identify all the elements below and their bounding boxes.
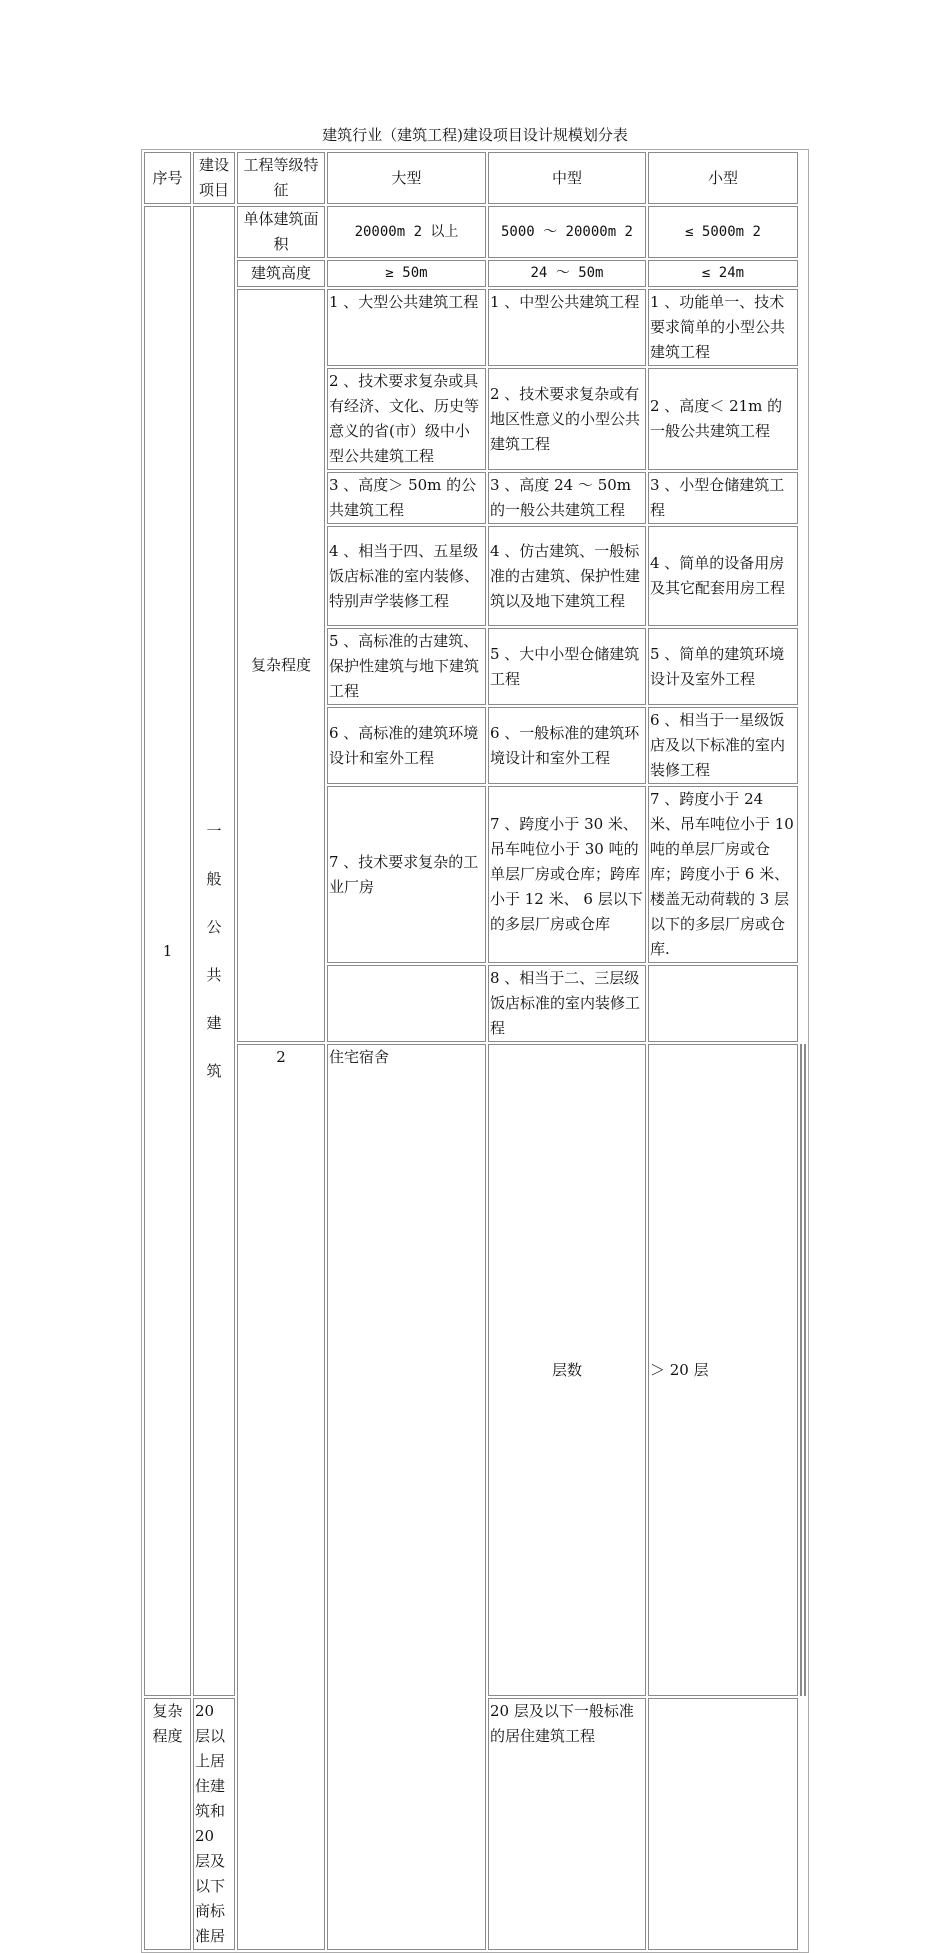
complexity-medium: 8 、相当于二、三层级饭店标准的室内装修工程 xyxy=(488,965,646,1042)
table-row xyxy=(144,206,806,258)
complexity-large: 2 、技术要求复杂或具有经济、文化、历史等意义的省(市）级中小型公共建筑工程 xyxy=(327,368,486,470)
feature-height: 建筑高度 xyxy=(237,260,325,287)
complexity-small: 1 、功能单一、技术要求简单的小型公共建筑工程 xyxy=(648,289,798,366)
complexity-large: 20 层以上居住建筑和 20 层及以下商标准居 xyxy=(193,1698,235,1950)
complexity-medium: 20 层及以下一般标准的居住建筑工程 xyxy=(488,1698,646,1950)
complexity-large: 5 、高标准的古建筑、保护性建筑与地下建筑工程 xyxy=(327,628,486,705)
item-char: 建 xyxy=(206,1014,222,1032)
floors-medium xyxy=(800,1044,802,1696)
height-large: ≥ 50m xyxy=(327,260,486,287)
complexity-large: 4 、相当于四、五星级饭店标准的室内装修、特别声学装修工程 xyxy=(327,526,486,626)
complexity-large: 1 、大型公共建筑工程 xyxy=(327,289,486,366)
item-char: 般 xyxy=(206,870,222,888)
complexity-small: 4 、简单的设备用房及其它配套用房工程 xyxy=(648,526,798,626)
complexity-large: 7 、技术要求复杂的工业厂房 xyxy=(327,786,486,963)
header-seq: 序号 xyxy=(144,152,191,204)
complexity-medium: 1 、中型公共建筑工程 xyxy=(488,289,646,366)
height-medium: 24 ～ 50m xyxy=(488,260,646,287)
table-row xyxy=(144,260,806,287)
height-small: ≤ 24m xyxy=(648,260,798,287)
complexity-large xyxy=(327,965,486,1042)
header-row xyxy=(144,152,806,204)
seq-cell: 1 xyxy=(144,206,191,1696)
header-large: 大型 xyxy=(327,152,486,204)
complexity-medium: 5 、大中小型仓储建筑工程 xyxy=(488,628,646,705)
complexity-small: 6 、相当于一星级饭店及以下标准的室内装修工程 xyxy=(648,707,798,784)
feature-complexity: 复杂程度 xyxy=(237,289,325,1042)
complexity-small xyxy=(648,965,798,1042)
floors-small xyxy=(804,1044,806,1696)
header-feature: 工程等级特征 xyxy=(237,152,325,204)
feature-complexity: 复杂程度 xyxy=(144,1698,191,1950)
item-char: 筑 xyxy=(206,1062,222,1080)
complexity-large: 3 、高度＞ 50m 的公共建筑工程 xyxy=(327,472,486,524)
complexity-small: 5 、简单的建筑环境设计及室外工程 xyxy=(648,628,798,705)
header-item: 建设项目 xyxy=(193,152,235,204)
area-small: ≤ 5000m 2 xyxy=(648,206,798,258)
complexity-medium: 4 、仿古建筑、一般标准的古建筑、保护性建筑以及地下建筑工程 xyxy=(488,526,646,626)
item-char: 共 xyxy=(206,966,222,984)
area-large: 20000m 2 以上 xyxy=(327,206,486,258)
seq-cell: 2 xyxy=(237,1044,325,1950)
feature-area: 单体建筑面积 xyxy=(237,206,325,258)
feature-floors: 层数 xyxy=(488,1044,646,1696)
item-cell-vertical xyxy=(193,206,235,1696)
item-char: 一 xyxy=(206,822,222,840)
floors-large: ＞ 20 层 xyxy=(648,1044,798,1696)
complexity-small xyxy=(648,1698,798,1950)
header-medium: 中型 xyxy=(488,152,646,204)
area-medium: 5000 ～ 20000m 2 xyxy=(488,206,646,258)
complexity-small: 7 、跨度小于 24 米、吊车吨位小于 10 吨的单层厂房或仓库；跨度小于 6 米、楼盖无动荷载的 3 层以下的多层厂房或仓库. xyxy=(648,786,798,963)
complexity-medium: 3 、高度 24 ～ 50m 的一般公共建筑工程 xyxy=(488,472,646,524)
document-title: 建筑行业（建筑工程)建设项目设计规模划分表 xyxy=(322,126,628,144)
complexity-large: 6 、高标准的建筑环境设计和室外工程 xyxy=(327,707,486,784)
complexity-small: 2 、高度＜ 21m 的一般公共建筑工程 xyxy=(648,368,798,470)
table-row xyxy=(144,1044,806,1696)
header-small: 小型 xyxy=(648,152,798,204)
complexity-small: 3 、小型仓储建筑工程 xyxy=(648,472,798,524)
complexity-medium: 6 、一般标准的建筑环境设计和室外工程 xyxy=(488,707,646,784)
item-cell: 住宅宿舍 xyxy=(327,1044,486,1950)
complexity-medium: 7 、跨度小于 30 米、吊车吨位小于 30 吨的单层厂房或仓库；跨库小于 12 米、 6 层以下的多层厂房或仓库 xyxy=(488,786,646,963)
item-char: 公 xyxy=(206,918,222,936)
complexity-medium: 2 、技术要求复杂或有地区性意义的小型公共建筑工程 xyxy=(488,368,646,470)
table-row xyxy=(144,289,806,366)
design-scale-table xyxy=(141,149,809,1953)
